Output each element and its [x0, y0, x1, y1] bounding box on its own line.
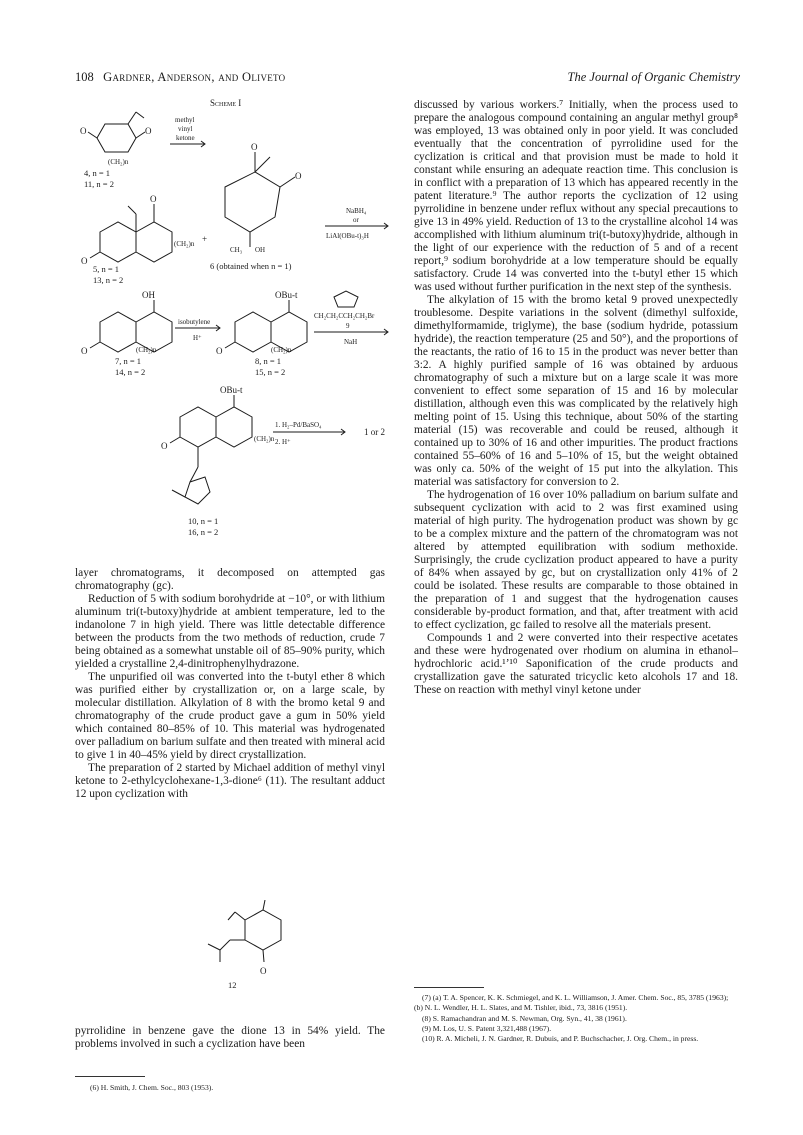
atom-o: O [295, 171, 302, 181]
structure-7-14 [81, 290, 172, 356]
structure-4-11 [80, 112, 152, 166]
right-column [414, 99, 738, 697]
reagent-line: 9 [346, 322, 350, 330]
label-cmpd-4: 4, n = 1 [84, 168, 111, 178]
page-number: 108 [75, 70, 94, 84]
reagent-line: vinyl [178, 125, 193, 133]
paragraph: The unpurified oil was converted into the t-butyl ether 8 which was purified either by crystallization or, on a large scale, by molecular distillation. Alkylation of 8 with the bromo ketal 9 and chromatography of the crude product gave a gum in 50% yield which contained 80–85% of 10. This material was hydrogenated over palladium on barium sulfate and then treated with mineral acid to give 1 in 40–45% yield by direct crystallization. [75, 671, 385, 761]
left-column-upper [75, 567, 385, 801]
authors: Gardner, Anderson, and Oliveto [103, 70, 286, 84]
hydroxyl-label: OH [142, 290, 155, 300]
reagent-line: CH₂CH₂CCH₂CH₂Br [314, 312, 375, 320]
running-header-left [75, 70, 285, 85]
reagent-line: LiAl(OBu-t)₃H [326, 232, 369, 240]
reagent-line: 1. H₂–Pd/BaSO₄ [275, 421, 322, 429]
tbutoxy-label: OBu-t [275, 290, 298, 300]
atom-o: O [145, 126, 152, 136]
footnotes-right [414, 993, 738, 1044]
atom-o: O [80, 126, 87, 136]
atom-o: O [216, 346, 223, 356]
scheme-title: Scheme I [210, 98, 242, 108]
label-cmpd-12: 12 [228, 980, 237, 990]
product-label: 1 or 2 [364, 427, 385, 437]
atom-o: O [81, 256, 88, 266]
atom-o: O [81, 346, 88, 356]
footnote: (7) (a) T. A. Spencer, K. K. Schmiegel, and K. L. Williamson, J. Amer. Chem. Soc., 85, 3785 (1963); (b) N. L. Wendler, H. L. Slates, and M. Tishler, ibid., 73, 3816 (1951). [414, 993, 729, 1013]
reagent-line: H⁺ [193, 334, 202, 342]
footnote: (8) S. Ramachandran and M. S. Newman, Org. Syn., 41, 38 (1961). [422, 1013, 627, 1023]
footnote: (6) H. Smith, J. Chem. Soc., 803 (1953). [90, 1083, 214, 1092]
reagent-line: isobutylene [178, 318, 211, 326]
paragraph: layer chromatograms, it decomposed on attempted gas chromatography (gc). [75, 567, 385, 592]
left-column-lower [75, 1025, 385, 1051]
label-cmpd-11: 11, n = 2 [84, 179, 114, 189]
tbutoxy-label: OBu-t [220, 385, 243, 395]
label-cmpd-5: 5, n = 1 [93, 264, 120, 274]
footnote-rule [414, 987, 484, 988]
paragraph: The preparation of 2 started by Michael addition of methyl vinyl ketone to 2-ethylcyclohexane-1,3-dione⁶ (11). The resultant adduct 12 upon cyclization with [75, 762, 385, 800]
footnote: (9) M. Los, U. S. Patent 3,321,488 (1967). [422, 1023, 552, 1033]
atom-o: O [260, 966, 267, 976]
reagent-line: NaBH₄ [346, 207, 367, 215]
atom-o: O [161, 441, 168, 451]
structure-9-ketal [334, 291, 358, 307]
paragraph: Compounds 1 and 2 were converted into their respective acetates and these were hydrogenated over rhodium on alumina in ethanol–hydrochloric acid.¹ʼ¹⁰ Saponification of the crude products and crystallization gave the saturated tricyclic keto alcohols 17 and 18. These on reaction with methyl vinyl ketone under [414, 632, 738, 696]
plus-sign: + [202, 234, 208, 244]
structure-8-15 [216, 290, 307, 356]
reagent-line: ketone [176, 134, 195, 142]
footnote: (10) R. A. Micheli, J. N. Gardner, R. Dubuis, and P. Buchschacher, J. Org. Chem., in press. [422, 1034, 699, 1044]
label-cmpd-10: 10, n = 1 [188, 516, 219, 526]
ring-chain-label: (CH₂)n [108, 158, 129, 166]
reagent-line: methyl [175, 116, 195, 124]
ring-chain-label: (CH₂)n [271, 346, 292, 354]
journal-title: The Journal of Organic Chemistry [567, 70, 740, 84]
hydroxyl-label: OH [255, 246, 266, 254]
label-cmpd-16: 16, n = 2 [188, 527, 219, 537]
label-cmpd-8: 8, n = 1 [255, 356, 282, 366]
paragraph: discussed by various workers.⁷ Initially, when the process used to prepare the analogous compound containing an angular methyl group⁸ was employed, 13 was obtained only in poor yield. It was concluded eventually that the concentration of pyrrolidine used for the cyclization is critical and that provision must be made to hold it constant while ensuring an adequate reaction time. This conclusion is in conflict with a preparation of 13 which has appeared recently in the patent literature.⁹ The author reports the cyclization of 12 using pyrrolidine in benzene under reflux without any special precautions to give 13 in 49% yield. Reduction of 13 to the crystalline alcohol 14 was accomplished with lithium aluminum tri(t-butoxy)hydride, although in the light of our experience with the reduction of 5 and of a recent report,⁹ sodium borohydride at a low temperature should be equally satisfactory. Crude 14 was converted into the t-butyl ether 15 which was used without further purification in the next step of the synthesis. [414, 99, 738, 293]
ring-chain-label: (CH₂)n [174, 240, 195, 248]
paragraph: pyrrolidine in benzene gave the dione 13 in 54% yield. The problems involved in such a cyclization have been [75, 1025, 385, 1050]
footnote-left [82, 1083, 382, 1093]
label-cmpd-13: 13, n = 2 [93, 275, 124, 285]
reagent-line: NaH [344, 338, 358, 346]
reagent-line: or [353, 216, 359, 224]
structure-5-13 [81, 194, 195, 266]
ring-chain-label: (CH₂)n [136, 346, 157, 354]
label-cmpd-7: 7, n = 1 [115, 356, 142, 366]
atom-o: O [150, 194, 157, 204]
structure-12-figure [190, 900, 310, 990]
paragraph: Reduction of 5 with sodium borohydride at −10°, or with lithium aluminum tri(t-butoxy)hydride at ambient temperature, led to the indanolone 7 in high yield. There was little detectable difference between the products from the two methods of reduction, crude 7 being obtained as a somewhat unstable oil of 85–90% purity, which yielded a crystalline 2,4-dinitrophenylhydrazone. [75, 593, 385, 670]
methyl-label: CH₃ [230, 246, 243, 254]
structure-6 [225, 142, 302, 254]
label-cmpd-14: 14, n = 2 [115, 367, 146, 377]
atom-o: O [251, 142, 258, 152]
reagent-line: 2. H⁺ [275, 438, 291, 446]
ring-chain-label: (CH₂)n [254, 435, 275, 443]
label-cmpd-6: 6 (obtained when n = 1) [210, 261, 292, 271]
label-cmpd-15: 15, n = 2 [255, 367, 286, 377]
footnote-rule [75, 1076, 145, 1077]
scheme-figure [70, 92, 400, 562]
paragraph: The hydrogenation of 16 over 10% palladium on barium sulfate and subsequent cyclization with acid to 2 was first examined using material of high purity. The hydrogenation product was shown by gc to be a complex mixture and the pattern of the chromatogram was not altered by attempted equilibration with sodium methoxide. Surprisingly, the crude cyclization product appeared to have a purity of 84% when assayed by gc, but on crystallization only 41% of 2 could be isolated. These results are comparable to those obtained in the preparation of 1 and suggest that the hydrogenation causes considerable by-product formation, and that, after treatment with acid to effect cyclization, gc failed to resolve all the materials present. [414, 489, 738, 631]
structure-10-16 [161, 385, 275, 504]
paragraph: The alkylation of 15 with the bromo ketal 9 proved unexpectedly troublesome. Despite variations in the solvent (dimethyl sulfoxide, dimethylformamide, triglyme), the base (sodium hydride, potassium hydride), the reaction temperature (25 and 50°), and the proportions of the reactants, the ratio of 16 to 15 in the product was never better than 3:2. A highly purified sample of 16 was obtained by arduous chromatography of such a mixture but on a large scale it was more convenient to effect some separation of 15 and 16 by molecular distillation, although even this was complicated by the relatively high melting point of 15. Using this technique, about 50% of the starting material (15) was recoverable and could be reused, although it contained up to 30% of 16 and other impurities. The product fractions contained 55–60% of 16 and 5–10% of 15, but the weight obtained was only ca. 50% of the weight of 15 put into the alkylation. This material was satisfactory for conversion to 2. [414, 294, 738, 488]
